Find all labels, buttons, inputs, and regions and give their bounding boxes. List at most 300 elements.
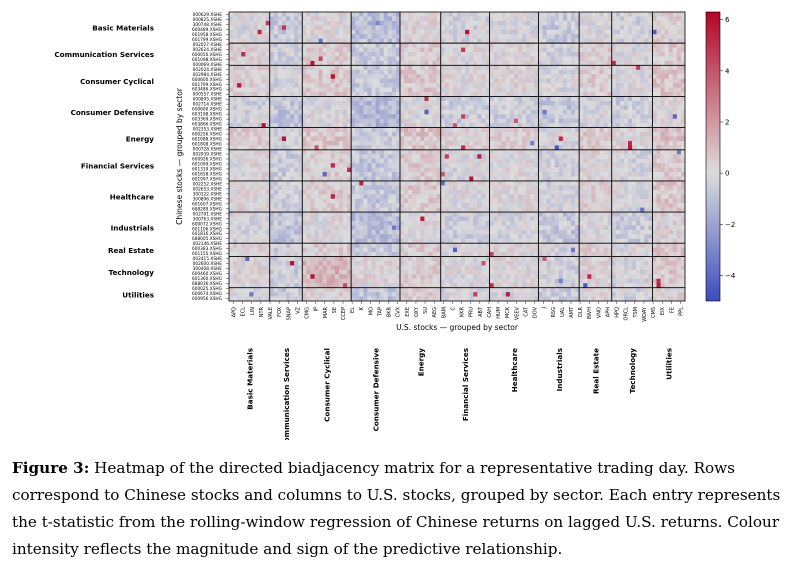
heatmap-cell bbox=[498, 88, 502, 93]
heatmap-cell bbox=[306, 48, 310, 53]
heatmap-cell bbox=[258, 141, 262, 146]
heatmap-cell bbox=[388, 163, 392, 168]
heatmap-cell bbox=[640, 119, 644, 124]
heatmap-cell bbox=[587, 101, 591, 106]
heatmap-cell bbox=[384, 203, 388, 208]
heatmap-cell bbox=[343, 56, 347, 61]
heatmap-cell bbox=[388, 25, 392, 30]
heatmap-cell bbox=[278, 203, 282, 208]
heatmap-cell bbox=[262, 185, 266, 190]
heatmap-cell bbox=[555, 83, 559, 88]
heatmap-cell bbox=[424, 34, 428, 39]
heatmap-cell bbox=[673, 203, 677, 208]
heatmap-cell bbox=[538, 159, 542, 164]
heatmap-cell bbox=[306, 74, 310, 79]
heatmap-cell bbox=[392, 105, 396, 110]
heatmap-cell bbox=[559, 74, 563, 79]
heatmap-cell bbox=[494, 203, 498, 208]
heatmap-cell bbox=[555, 101, 559, 106]
heatmap-cell bbox=[290, 190, 294, 195]
heatmap-cell bbox=[551, 65, 555, 70]
heatmap-cell bbox=[673, 101, 677, 106]
heatmap-cell bbox=[563, 199, 567, 204]
heatmap-cell bbox=[673, 110, 677, 115]
heatmap-cell bbox=[477, 83, 481, 88]
heatmap-cell bbox=[473, 199, 477, 204]
heatmap-cell bbox=[315, 70, 319, 75]
heatmap-cell bbox=[310, 150, 314, 155]
heatmap-cell bbox=[310, 25, 314, 30]
heatmap-cell bbox=[461, 163, 465, 168]
heatmap-cell bbox=[278, 172, 282, 177]
heatmap-cell bbox=[518, 132, 522, 137]
heatmap-cell bbox=[420, 163, 424, 168]
heatmap-cell bbox=[441, 114, 445, 119]
heatmap-cell bbox=[355, 88, 359, 93]
heatmap-cell bbox=[290, 154, 294, 159]
heatmap-cell bbox=[408, 21, 412, 26]
heatmap-cell bbox=[461, 34, 465, 39]
heatmap-cell bbox=[441, 154, 445, 159]
heatmap-cell bbox=[526, 114, 530, 119]
heatmap-cell bbox=[315, 30, 319, 35]
heatmap-cell bbox=[502, 52, 506, 57]
heatmap-cell bbox=[274, 172, 278, 177]
heatmap-cell bbox=[302, 141, 306, 146]
heatmap-cell bbox=[571, 56, 575, 61]
heatmap-cell bbox=[563, 203, 567, 208]
heatmap-cell bbox=[632, 12, 636, 17]
heatmap-cell bbox=[490, 101, 494, 106]
heatmap-cell bbox=[591, 168, 595, 173]
heatmap-cell bbox=[315, 25, 319, 30]
heatmap-cell bbox=[604, 65, 608, 70]
heatmap-cell bbox=[543, 70, 547, 75]
heatmap-cell bbox=[510, 194, 514, 199]
heatmap-cell bbox=[400, 74, 404, 79]
heatmap-cell bbox=[677, 105, 681, 110]
heatmap-cell bbox=[583, 110, 587, 115]
heatmap-cell bbox=[376, 43, 380, 48]
heatmap-cell bbox=[258, 70, 262, 75]
heatmap-cell bbox=[310, 96, 314, 101]
heatmap-cell bbox=[282, 194, 286, 199]
heatmap-cell bbox=[677, 21, 681, 26]
heatmap-cell bbox=[510, 154, 514, 159]
heatmap-cell bbox=[481, 30, 485, 35]
heatmap-cell bbox=[262, 34, 266, 39]
heatmap-cell bbox=[632, 43, 636, 48]
heatmap-cell bbox=[315, 136, 319, 141]
heatmap-cell bbox=[408, 12, 412, 17]
heatmap-cell bbox=[673, 21, 677, 26]
heatmap-cell bbox=[498, 141, 502, 146]
heatmap-cell bbox=[665, 185, 669, 190]
heatmap-cell bbox=[233, 83, 237, 88]
heatmap-cell bbox=[433, 163, 437, 168]
heatmap-cell bbox=[591, 136, 595, 141]
heatmap-cell bbox=[547, 119, 551, 124]
heatmap-cell bbox=[302, 136, 306, 141]
heatmap-cell bbox=[249, 172, 253, 177]
heatmap-cell bbox=[567, 114, 571, 119]
heatmap-cell bbox=[294, 190, 298, 195]
heatmap-cell bbox=[453, 185, 457, 190]
heatmap-cell bbox=[245, 12, 249, 17]
heatmap-cell bbox=[604, 159, 608, 164]
heatmap-cell bbox=[563, 74, 567, 79]
heatmap-cell bbox=[595, 48, 599, 53]
heatmap-cell bbox=[429, 110, 433, 115]
heatmap-cell bbox=[367, 74, 371, 79]
heatmap-cell bbox=[465, 65, 469, 70]
heatmap-cell bbox=[335, 110, 339, 115]
heatmap-cell bbox=[673, 172, 677, 177]
heatmap-cell bbox=[310, 163, 314, 168]
heatmap-cell bbox=[640, 150, 644, 155]
heatmap-cell bbox=[343, 141, 347, 146]
heatmap-cell bbox=[245, 88, 249, 93]
heatmap-cell bbox=[412, 70, 416, 75]
heatmap-cell bbox=[404, 163, 408, 168]
heatmap-cell bbox=[547, 101, 551, 106]
heatmap-cell bbox=[522, 21, 526, 26]
heatmap-cell bbox=[310, 88, 314, 93]
heatmap-cell bbox=[591, 181, 595, 186]
heatmap-cell bbox=[494, 48, 498, 53]
heatmap-cell bbox=[538, 168, 542, 173]
heatmap-cell bbox=[306, 128, 310, 133]
heatmap-cell bbox=[612, 154, 616, 159]
heatmap-cell bbox=[274, 105, 278, 110]
heatmap-cell bbox=[677, 16, 681, 21]
heatmap-cell bbox=[441, 163, 445, 168]
heatmap-cell bbox=[315, 79, 319, 84]
heatmap-cell bbox=[420, 194, 424, 199]
heatmap-cell bbox=[567, 34, 571, 39]
heatmap-cell bbox=[579, 74, 583, 79]
heatmap-cell bbox=[669, 65, 673, 70]
heatmap-cell bbox=[351, 12, 355, 17]
heatmap-cell bbox=[233, 101, 237, 106]
heatmap-cell bbox=[469, 70, 473, 75]
heatmap-cell bbox=[416, 141, 420, 146]
heatmap-cell bbox=[567, 21, 571, 26]
heatmap-cell bbox=[404, 172, 408, 177]
heatmap-cell bbox=[420, 96, 424, 101]
heatmap-cell bbox=[367, 52, 371, 57]
heatmap-cell bbox=[306, 141, 310, 146]
heatmap-cell bbox=[355, 154, 359, 159]
heatmap-cell bbox=[319, 74, 323, 79]
heatmap-cell bbox=[408, 199, 412, 204]
heatmap-cell bbox=[262, 12, 266, 17]
heatmap-cell bbox=[624, 199, 628, 204]
heatmap-cell bbox=[502, 65, 506, 70]
heatmap-cell bbox=[310, 132, 314, 137]
heatmap-cell bbox=[555, 154, 559, 159]
heatmap-cell bbox=[628, 159, 632, 164]
heatmap-cell bbox=[404, 128, 408, 133]
heatmap-cell bbox=[335, 70, 339, 75]
heatmap-cell bbox=[420, 199, 424, 204]
heatmap-cell bbox=[616, 34, 620, 39]
heatmap-cell bbox=[628, 203, 632, 208]
heatmap-cell bbox=[253, 154, 257, 159]
heatmap-cell bbox=[490, 83, 494, 88]
heatmap-cell bbox=[294, 105, 298, 110]
heatmap-cell bbox=[420, 114, 424, 119]
heatmap-cell bbox=[563, 34, 567, 39]
heatmap-cell bbox=[555, 128, 559, 133]
heatmap-cell bbox=[677, 96, 681, 101]
heatmap-cell bbox=[343, 96, 347, 101]
heatmap-cell bbox=[372, 185, 376, 190]
heatmap-cell bbox=[400, 105, 404, 110]
heatmap-cell bbox=[677, 199, 681, 204]
heatmap-cell bbox=[408, 56, 412, 61]
heatmap-cell bbox=[604, 56, 608, 61]
heatmap-cell bbox=[571, 128, 575, 133]
heatmap-cell bbox=[604, 43, 608, 48]
heatmap-cell bbox=[449, 110, 453, 115]
heatmap-cell bbox=[376, 74, 380, 79]
heatmap-cell bbox=[306, 21, 310, 26]
heatmap-cell bbox=[665, 56, 669, 61]
heatmap-cell bbox=[461, 65, 465, 70]
heatmap-cell bbox=[624, 83, 628, 88]
heatmap-cell bbox=[445, 132, 449, 137]
heatmap-cell bbox=[258, 114, 262, 119]
heatmap-cell bbox=[543, 163, 547, 168]
heatmap-cell bbox=[457, 194, 461, 199]
heatmap-cell bbox=[233, 141, 237, 146]
heatmap-cell bbox=[315, 48, 319, 53]
heatmap-cell bbox=[595, 132, 599, 137]
heatmap-cell bbox=[477, 185, 481, 190]
heatmap-cell bbox=[245, 34, 249, 39]
heatmap-cell bbox=[636, 150, 640, 155]
heatmap-cell bbox=[249, 79, 253, 84]
heatmap-cell bbox=[253, 34, 257, 39]
heatmap-cell bbox=[624, 185, 628, 190]
heatmap-cell bbox=[339, 159, 343, 164]
heatmap-cell bbox=[229, 141, 233, 146]
heatmap-cell bbox=[559, 70, 563, 75]
heatmap-cell bbox=[612, 185, 616, 190]
heatmap-cell bbox=[424, 128, 428, 133]
heatmap-cell bbox=[388, 141, 392, 146]
heatmap-cell bbox=[502, 163, 506, 168]
heatmap-cell bbox=[343, 105, 347, 110]
heatmap-cell bbox=[433, 79, 437, 84]
heatmap-cell bbox=[555, 150, 559, 155]
heatmap-cell bbox=[286, 30, 290, 35]
heatmap-cell bbox=[669, 79, 673, 84]
heatmap-cell bbox=[600, 21, 604, 26]
heatmap-cell bbox=[237, 30, 241, 35]
heatmap-cell bbox=[351, 141, 355, 146]
heatmap-cell bbox=[469, 12, 473, 17]
heatmap-cell bbox=[591, 34, 595, 39]
heatmap-cell bbox=[587, 194, 591, 199]
heatmap-cell bbox=[355, 185, 359, 190]
heatmap-cell bbox=[282, 172, 286, 177]
heatmap-cell bbox=[644, 141, 648, 146]
heatmap-cell bbox=[543, 168, 547, 173]
heatmap-cell bbox=[657, 190, 661, 195]
heatmap-cell bbox=[502, 194, 506, 199]
heatmap-cell bbox=[319, 168, 323, 173]
heatmap-cell bbox=[420, 25, 424, 30]
heatmap-cell bbox=[449, 105, 453, 110]
heatmap-cell bbox=[498, 203, 502, 208]
heatmap-cell bbox=[278, 163, 282, 168]
heatmap-cell bbox=[514, 34, 518, 39]
heatmap-cell bbox=[343, 30, 347, 35]
heatmap-cell bbox=[306, 43, 310, 48]
heatmap-cell bbox=[473, 88, 477, 93]
heatmap-cell bbox=[665, 199, 669, 204]
heatmap-cell bbox=[506, 12, 510, 17]
heatmap-cell bbox=[282, 43, 286, 48]
heatmap-cell bbox=[636, 70, 640, 75]
heatmap-cell bbox=[494, 132, 498, 137]
heatmap-cell bbox=[290, 21, 294, 26]
heatmap-cell bbox=[669, 159, 673, 164]
heatmap-cell bbox=[502, 199, 506, 204]
heatmap-cell bbox=[392, 16, 396, 21]
heatmap-cell bbox=[579, 194, 583, 199]
heatmap-cell bbox=[477, 56, 481, 61]
heatmap-cell bbox=[477, 21, 481, 26]
heatmap-cell bbox=[351, 199, 355, 204]
heatmap-cell bbox=[657, 119, 661, 124]
heatmap-cell bbox=[652, 203, 656, 208]
heatmap-cell bbox=[249, 88, 253, 93]
heatmap-cell bbox=[290, 168, 294, 173]
heatmap-cell bbox=[441, 34, 445, 39]
heatmap-cell bbox=[351, 172, 355, 177]
heatmap-cell bbox=[404, 185, 408, 190]
heatmap-cell bbox=[270, 194, 274, 199]
heatmap-cell bbox=[424, 43, 428, 48]
heatmap-cell bbox=[571, 172, 575, 177]
heatmap-cell bbox=[481, 194, 485, 199]
heatmap-cell bbox=[530, 190, 534, 195]
heatmap-cell bbox=[359, 181, 363, 186]
heatmap-cell bbox=[319, 43, 323, 48]
heatmap-cell bbox=[339, 52, 343, 57]
heatmap-cell bbox=[506, 16, 510, 21]
heatmap-cell bbox=[461, 43, 465, 48]
heatmap-cell bbox=[237, 185, 241, 190]
heatmap-cell bbox=[465, 163, 469, 168]
heatmap-cell bbox=[595, 163, 599, 168]
heatmap-cell bbox=[282, 30, 286, 35]
heatmap-cell bbox=[612, 56, 616, 61]
heatmap-cell bbox=[644, 74, 648, 79]
heatmap-cell bbox=[591, 141, 595, 146]
heatmap-cell bbox=[233, 168, 237, 173]
heatmap-cell bbox=[237, 181, 241, 186]
heatmap-cell bbox=[445, 43, 449, 48]
heatmap-cell bbox=[262, 119, 266, 124]
heatmap-cell bbox=[612, 181, 616, 186]
heatmap-cell bbox=[319, 21, 323, 26]
heatmap-cell bbox=[579, 70, 583, 75]
heatmap-cell bbox=[481, 154, 485, 159]
heatmap-cell bbox=[441, 105, 445, 110]
heatmap-cell bbox=[416, 128, 420, 133]
heatmap-cell bbox=[477, 136, 481, 141]
heatmap-cell bbox=[335, 199, 339, 204]
heatmap-cell bbox=[551, 70, 555, 75]
heatmap-cell bbox=[327, 203, 331, 208]
heatmap-cell bbox=[449, 159, 453, 164]
heatmap-cell bbox=[604, 79, 608, 84]
heatmap-cell bbox=[294, 21, 298, 26]
heatmap-cell bbox=[587, 190, 591, 195]
heatmap-cell bbox=[294, 30, 298, 35]
heatmap-cell bbox=[490, 194, 494, 199]
heatmap-cell bbox=[449, 34, 453, 39]
heatmap-cell bbox=[274, 21, 278, 26]
heatmap-cell bbox=[522, 154, 526, 159]
heatmap-cell bbox=[673, 185, 677, 190]
heatmap-cell bbox=[604, 190, 608, 195]
heatmap-cell bbox=[652, 114, 656, 119]
heatmap-cell bbox=[380, 119, 384, 124]
heatmap-cell bbox=[567, 43, 571, 48]
heatmap-cell bbox=[331, 163, 335, 168]
heatmap-cell bbox=[420, 30, 424, 35]
heatmap-cell bbox=[372, 168, 376, 173]
heatmap-cell bbox=[587, 48, 591, 53]
heatmap-cell bbox=[278, 114, 282, 119]
heatmap-cell bbox=[620, 181, 624, 186]
heatmap-cell bbox=[363, 168, 367, 173]
heatmap-cell bbox=[290, 88, 294, 93]
heatmap-cell bbox=[461, 70, 465, 75]
heatmap-cell bbox=[282, 119, 286, 124]
heatmap-cell bbox=[657, 181, 661, 186]
heatmap-cell bbox=[367, 25, 371, 30]
heatmap-cell bbox=[359, 128, 363, 133]
heatmap-cell bbox=[473, 168, 477, 173]
heatmap-cell bbox=[518, 136, 522, 141]
heatmap-cell bbox=[473, 43, 477, 48]
heatmap-cell bbox=[229, 74, 233, 79]
heatmap-cell bbox=[429, 114, 433, 119]
heatmap-cell bbox=[429, 83, 433, 88]
heatmap-cell bbox=[384, 154, 388, 159]
heatmap-cell bbox=[400, 110, 404, 115]
heatmap-cell bbox=[343, 194, 347, 199]
heatmap-cell bbox=[376, 70, 380, 75]
heatmap-cell bbox=[628, 70, 632, 75]
heatmap-cell bbox=[433, 43, 437, 48]
heatmap-cell bbox=[506, 79, 510, 84]
heatmap-cell bbox=[258, 154, 262, 159]
heatmap-cell bbox=[628, 83, 632, 88]
heatmap-cell bbox=[473, 181, 477, 186]
heatmap-cell bbox=[412, 150, 416, 155]
heatmap-cell bbox=[315, 119, 319, 124]
heatmap-cell bbox=[306, 105, 310, 110]
heatmap-cell bbox=[595, 199, 599, 204]
heatmap-cell bbox=[490, 185, 494, 190]
